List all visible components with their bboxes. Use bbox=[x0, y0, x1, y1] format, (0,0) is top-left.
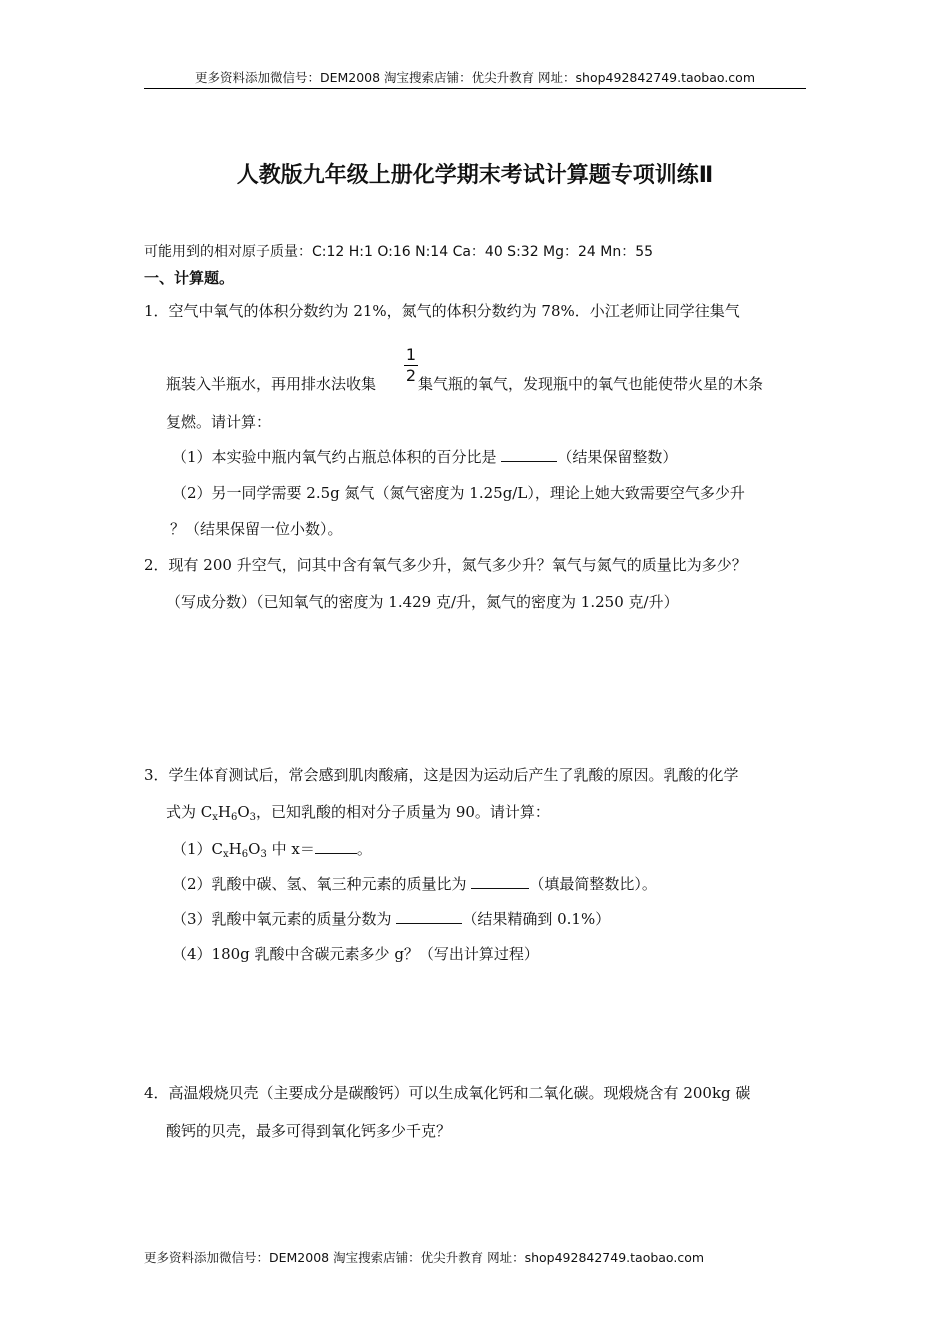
page-header: 更多资料添加微信号：DEM2008 淘宝搜索店铺：优尖升教育 网址：shop492842749.taobao.com bbox=[194, 70, 756, 85]
subscript-3: 3 bbox=[260, 849, 267, 860]
q4-line-1: 4．高温煅烧贝壳（主要成分是碳酸钙）可以生成氧化钙和二氧化碳。现煅烧含有 200kg 碳 bbox=[144, 1084, 751, 1102]
fraction-numerator: 1 bbox=[405, 345, 417, 364]
q1-line-1: 1．空气中氧气的体积分数约为 21%，氮气的体积分数约为 78%．小江老师让同学往集气 bbox=[144, 302, 740, 320]
q3-part-3-text: （3）乳酸中氧元素的质量分数为 bbox=[172, 910, 397, 928]
q3-line-2 bbox=[166, 801, 550, 822]
q4-line-2: 酸钙的贝壳，最多可得到氧化钙多少千克？ bbox=[166, 1122, 452, 1140]
element-h: H bbox=[228, 840, 242, 858]
header-divider bbox=[144, 88, 806, 89]
page-title: 人教版九年级上册化学期末考试计算题专项训练Ⅱ bbox=[236, 163, 714, 188]
element-h: H bbox=[217, 803, 231, 821]
q1-line-2-after: 集气瓶的氧气，发现瓶中的氧气也能使带火星的木条 bbox=[418, 375, 764, 393]
q3-part-2-text: （2）乳酸中碳、氢、氧三种元素的质量比为 bbox=[172, 875, 472, 893]
q1-line-2-before: 瓶装入半瓶水，再用排水法收集 bbox=[166, 375, 377, 393]
page-footer: 更多资料添加微信号：DEM2008 淘宝搜索店铺：优尖升教育 网址：shop492842749.taobao.com bbox=[144, 1250, 705, 1265]
answer-blank[interactable] bbox=[396, 909, 462, 924]
subscript-x: x bbox=[212, 812, 218, 823]
q3-part-3-note: （结果精确到 0.1%） bbox=[462, 910, 611, 928]
section-heading: 一、计算题。 bbox=[144, 269, 235, 287]
q1-line-3: 复燃。请计算： bbox=[166, 413, 272, 431]
q1-part-2-line-2: ？（结果保留一位小数）。 bbox=[170, 520, 343, 538]
q3-line-2-text: ，已知乳酸的相对分子质量为 90。请计算： bbox=[256, 803, 550, 821]
q3-part-1-prefix: （1）C bbox=[172, 840, 224, 858]
q1-part-1-note: （结果保留整数） bbox=[557, 448, 678, 466]
answer-blank[interactable] bbox=[471, 874, 529, 889]
q3-part-1-end: 。 bbox=[356, 840, 372, 858]
q3-part-1 bbox=[172, 838, 372, 859]
subscript-3: 3 bbox=[249, 812, 257, 823]
q1-part-1-text: （1）本实验中瓶内氧气约占瓶总体积的百分比是 bbox=[172, 448, 502, 466]
q3-part-1-text: 中 x＝ bbox=[266, 840, 315, 858]
q3-line-1: 3．学生体育测试后，常会感到肌肉酸痛，这是因为运动后产生了乳酸的原因。乳酸的化学 bbox=[144, 766, 739, 784]
q3-part-4: （4）180g 乳酸中含碳元素多少 g？（写出计算过程） bbox=[172, 945, 539, 963]
answer-blank[interactable] bbox=[501, 447, 557, 462]
element-o: O bbox=[237, 803, 250, 821]
subscript-6: 6 bbox=[241, 849, 249, 860]
q3-part-3 bbox=[172, 908, 610, 929]
q3-part-2-note: （填最简整数比）。 bbox=[529, 875, 657, 893]
q1-part-1 bbox=[172, 446, 677, 467]
answer-blank[interactable] bbox=[315, 839, 357, 854]
fraction-denominator: 2 bbox=[405, 366, 417, 385]
q3-part-2 bbox=[172, 873, 657, 894]
subscript-6: 6 bbox=[230, 812, 238, 823]
atomic-masses-line: 可能用到的相对原子质量：C:12 H:1 O:16 N:14 Ca：40 S:32 Mg：24 Mn：55 bbox=[144, 244, 654, 260]
subscript-x: x bbox=[223, 849, 229, 860]
q1-part-2-line-1: （2）另一同学需要 2.5g 氮气（氮气密度为 1.25g/L），理论上她大致需要空气多少升 bbox=[172, 484, 745, 502]
element-o: O bbox=[248, 840, 261, 858]
q3-formula-prefix: 式为 C bbox=[166, 803, 213, 821]
q2-line-2: （写成分数）（已知氧气的密度为 1.429 克/升，氮气的密度为 1.250 克/升） bbox=[166, 593, 679, 611]
q1-fraction bbox=[404, 346, 418, 385]
q2-line-1: 2．现有 200 升空气，问其中含有氧气多少升，氮气多少升？氧气与氮气的质量比为多少？ bbox=[144, 556, 747, 574]
